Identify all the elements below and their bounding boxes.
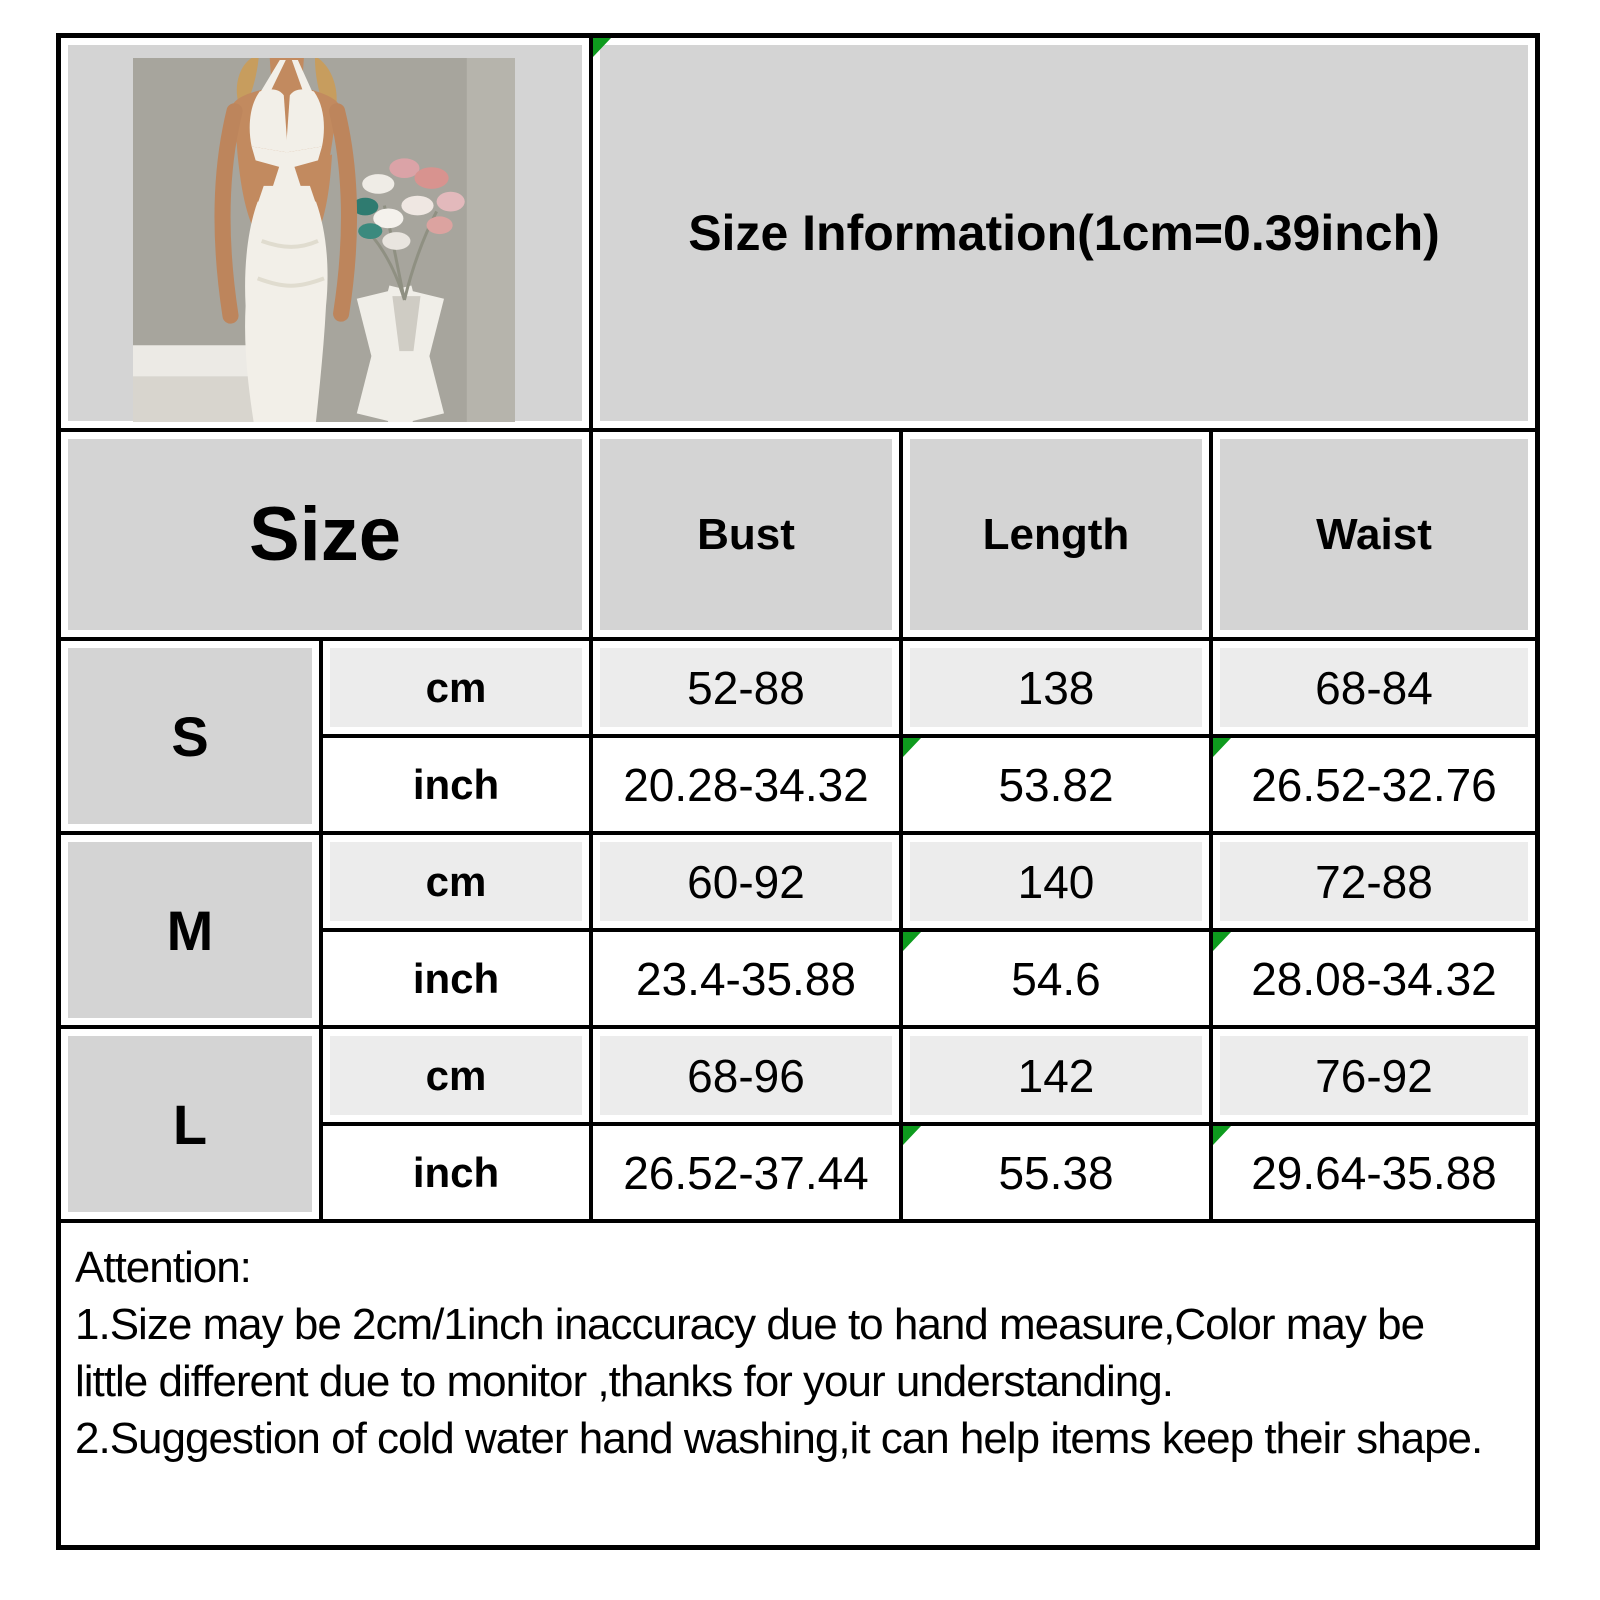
value-s-inch-length: 53.82 [903, 738, 1209, 831]
attention-line-2: little different due to monitor ,thanks for your understanding. [75, 1357, 1173, 1406]
value-m-inch-bust: 23.4-35.88 [593, 932, 899, 1025]
size-label-m: M [166, 898, 214, 962]
green-corner-marker-icon [1213, 932, 1231, 951]
page-title: Size Information(1cm=0.39inch) [688, 205, 1440, 261]
size-cell-l [61, 1029, 319, 1219]
value-l-inch-length: 55.38 [903, 1126, 1209, 1219]
col-header-bust-label: Bust [697, 509, 795, 559]
attention-heading: Attention: [75, 1243, 251, 1292]
value-l-inch-bust: 26.52-37.44 [593, 1126, 899, 1219]
green-corner-marker-icon [593, 38, 611, 57]
size-cell-m [61, 835, 319, 1025]
unit-label-m-inch: inch [323, 932, 589, 1025]
value-s-cm-waist: 68-84 [1213, 641, 1535, 734]
size-label-s: S [171, 704, 209, 768]
green-corner-marker-icon [1213, 1126, 1231, 1145]
value-s-cm-length: 138 [903, 641, 1209, 734]
value-s-inch-bust: 20.28-34.32 [593, 738, 899, 831]
value-s-inch-waist: 26.52-32.76 [1213, 738, 1535, 831]
green-corner-marker-icon [903, 932, 921, 951]
product-photo [133, 58, 515, 422]
value-m-inch-length: 54.6 [903, 932, 1209, 1025]
value-m-cm-waist: 72-88 [1213, 835, 1535, 928]
attention-line-1: 1.Size may be 2cm/1inch inaccuracy due to hand measure,Color may be [75, 1300, 1425, 1349]
green-corner-marker-icon [903, 1126, 921, 1145]
unit-label-l-cm: cm [323, 1029, 589, 1122]
green-corner-marker-icon [1213, 738, 1231, 757]
value-l-cm-bust: 68-96 [593, 1029, 899, 1122]
attention-note [61, 1223, 1535, 1545]
value-l-cm-waist: 76-92 [1213, 1029, 1535, 1122]
col-header-size [61, 432, 589, 637]
size-cell-s [61, 641, 319, 831]
size-chart [56, 33, 1540, 1550]
value-s-cm-bust: 52-88 [593, 641, 899, 734]
col-header-size-label: Size [248, 492, 402, 577]
green-corner-marker-icon [903, 738, 921, 757]
attention-line-3: 2.Suggestion of cold water hand washing,it can help items keep their shape. [75, 1414, 1483, 1463]
value-l-cm-length: 142 [903, 1029, 1209, 1122]
product-photo-cell [61, 38, 589, 428]
col-header-length [903, 432, 1209, 637]
col-header-bust [593, 432, 899, 637]
size-info-title-cell [593, 38, 1535, 428]
unit-label-s-inch: inch [323, 738, 589, 831]
value-m-inch-waist: 28.08-34.32 [1213, 932, 1535, 1025]
value-l-inch-waist: 29.64-35.88 [1213, 1126, 1535, 1219]
col-header-waist [1213, 432, 1535, 637]
unit-label-s-cm: cm [323, 641, 589, 734]
value-m-cm-bust: 60-92 [593, 835, 899, 928]
col-header-length-label: Length [982, 509, 1130, 559]
value-m-cm-length: 140 [903, 835, 1209, 928]
col-header-waist-label: Waist [1316, 509, 1432, 559]
unit-label-l-inch: inch [323, 1126, 589, 1219]
size-label-l: L [172, 1092, 208, 1156]
unit-label-m-cm: cm [323, 835, 589, 928]
